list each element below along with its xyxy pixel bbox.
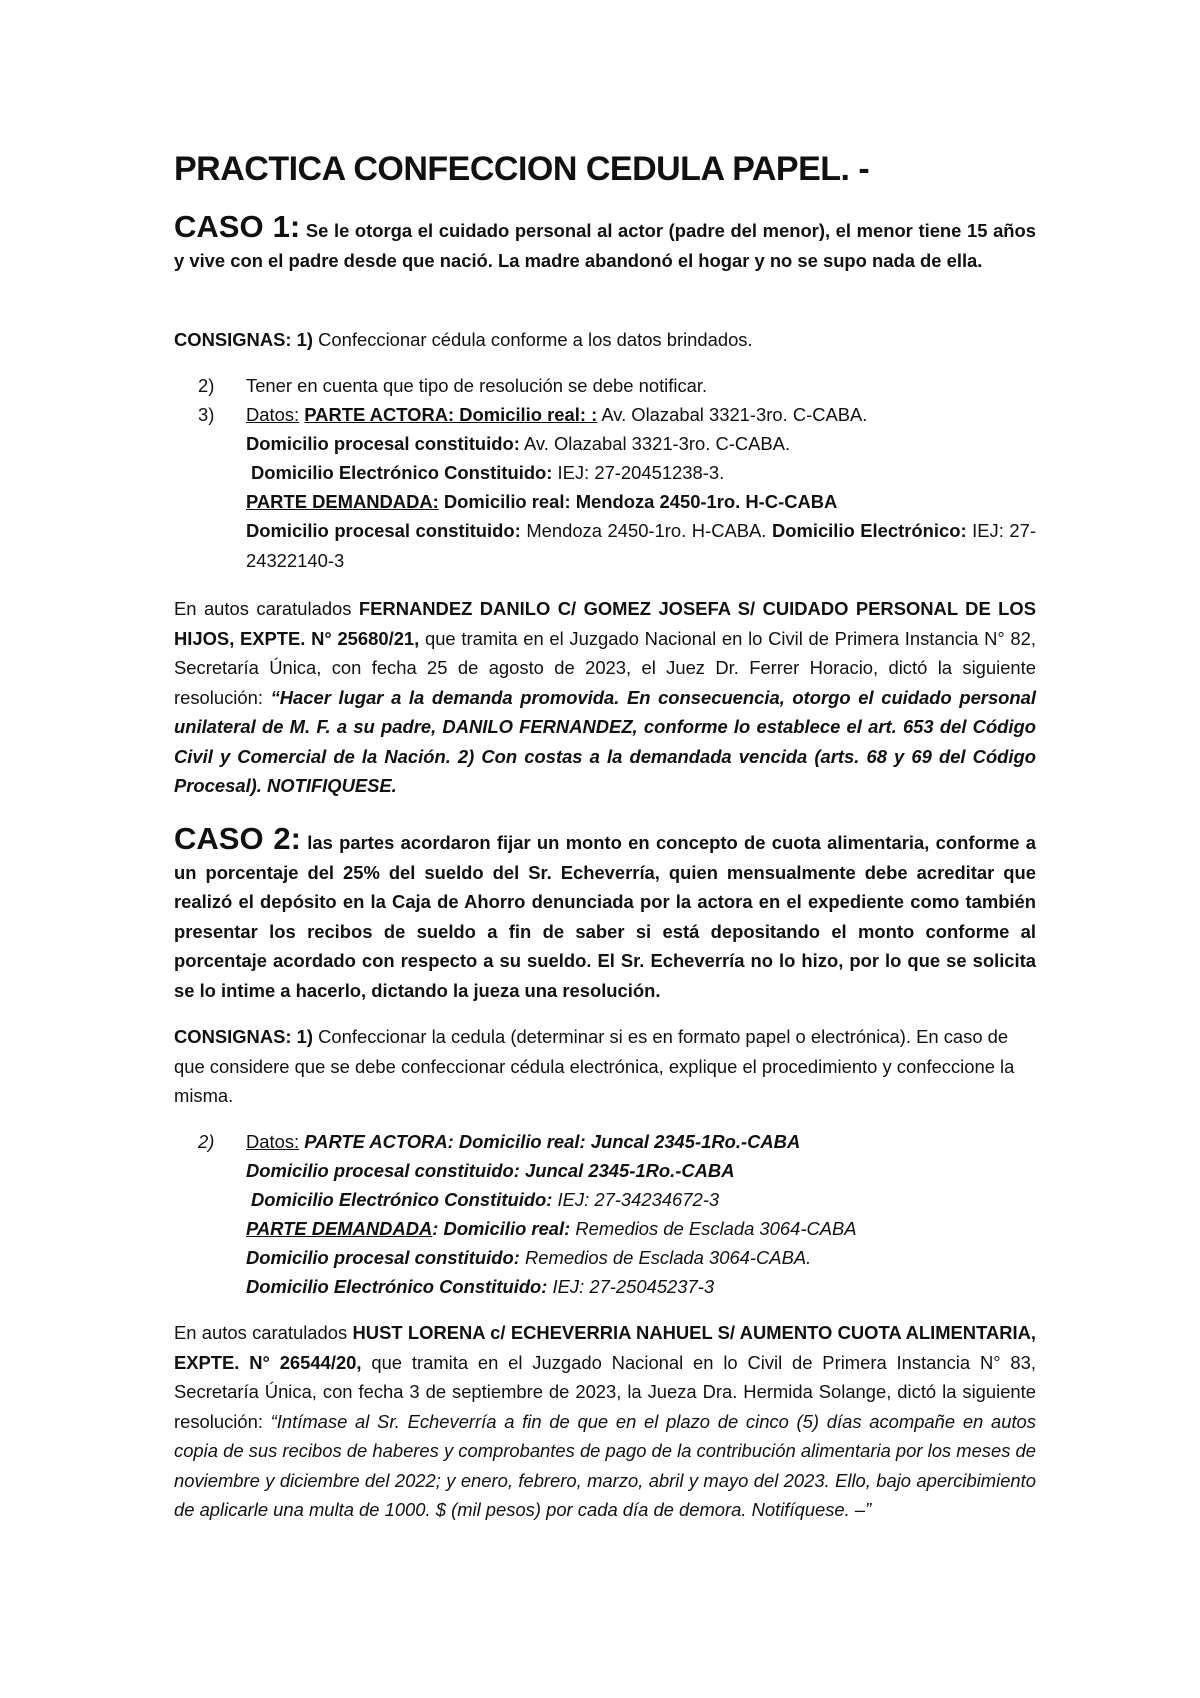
caso1-autos (174, 594, 1036, 801)
caso1-actora-procesal: Av. Olazabal 3321-3ro. C-CABA. (523, 433, 791, 454)
caso1-demandada-electronico-label: Domicilio Electrónico: (771, 520, 967, 541)
caso2-actora-procesal: Juncal 2345-1Ro.-CABA (524, 1160, 735, 1181)
caso1-autos-text: que tramita en el Juzgado Nacional en lo Civil de Primera Instancia N° 82, Secretaría Única, con fecha 25 de agosto de 2023, el Juez Dr. Ferrer Horacio, dictó la siguiente resolución: (174, 627, 1036, 708)
caso2-actora-electronico: IEJ: 27-34234672-3 (557, 1189, 720, 1210)
caso2-consigna-1-text: Confeccionar la cedula (determinar si es en formato papel o electrónica). En caso de que considere que se debe confeccionar cédula electrónica, explique el procedimiento y confeccione la misma. (174, 1026, 1015, 1106)
caso1-actora-label: PARTE ACTORA: Domicilio real: : (304, 404, 598, 425)
caso1-actora-procesal-line (246, 429, 790, 458)
caso1-demandada-label: PARTE DEMANDADA: (246, 491, 439, 512)
caso2-datos-actora (246, 1127, 800, 1156)
caso1-actora-electronico-label: Domicilio Electrónico Constituido: (251, 462, 553, 483)
caso1-consigna-2-num: 2) (198, 375, 215, 396)
document-title: PRACTICA CONFECCION CEDULA PAPEL. - (174, 150, 870, 188)
caso2-demandada-electronico-label: Domicilio Electrónico Constituido: (246, 1276, 548, 1297)
caso1-actora-electronico-line (251, 458, 724, 487)
caso2-description: las partes acordaron fijar un monto en concepto de cuota alimentaria, conforme a un porcentaje del 25% del sueldo del Sr. Echeverría, quien mensualmente debe acreditar que realizó el depósito en la Caja de Ahorro denunciada por la actora en el expediente como también presentar los recibos de sueldo a fin de saber si está depositando el monto conforme al porcentaje acordado con respecto a su sueldo. El Sr. Echeverría no lo hizo, por lo que se solicita se lo intime a hacerlo, dictando la jueza una resolución. (174, 832, 1036, 1001)
caso2-actora-procesal-label: Domicilio procesal constituido: (246, 1160, 520, 1181)
caso1-autos-intro: En autos caratulados (174, 598, 352, 619)
caso2-actora-procesal-line (246, 1156, 735, 1185)
caso1-consigna-1-num: 1) (296, 329, 313, 350)
caso2-consigna-1 (174, 1022, 1036, 1111)
caso2-demandada-procesal-label: Domicilio procesal constituido: (246, 1247, 520, 1268)
caso2-demandada-electronico-line (246, 1272, 714, 1301)
caso2-demandada-line (246, 1214, 857, 1243)
caso1-demandada-line (246, 487, 837, 516)
caso2-autos (174, 1318, 1036, 1525)
caso1-datos-actora-real (246, 400, 867, 429)
caso2-autos-intro: En autos caratulados (174, 1322, 348, 1343)
caso1-actora-real: Av. Olazabal 3321-3ro. C-CABA. (601, 404, 868, 425)
caso1-actora-electronico: IEJ: 27-20451238-3. (557, 462, 725, 483)
caso1-consignas-label: CONSIGNAS: (174, 329, 292, 350)
caso1-actora-procesal-label: Domicilio procesal constituido: (246, 433, 520, 454)
caso2-demandada-electronico: IEJ: 27-25045237-3 (552, 1276, 715, 1297)
caso2-demandada-procesal: Remedios de Esclada 3064-CABA. (524, 1247, 812, 1268)
caso2-demandada-real: Remedios de Esclada 3064-CABA (575, 1218, 857, 1239)
caso2-actora-electronico-label: Domicilio Electrónico Constituido: (251, 1189, 553, 1210)
caso1-consigna-2: Tener en cuenta que tipo de resolución se debe notificar. (246, 375, 708, 396)
caso2-demandada-procesal-line (246, 1243, 811, 1272)
caso1-datos-label: Datos: (246, 404, 300, 425)
caso2-datos-label: Datos: (246, 1131, 300, 1152)
caso1-heading: CASO 1: (174, 209, 301, 244)
caso2-actora-electronico-line (251, 1185, 719, 1214)
caso2-heading: CASO 2: (174, 821, 301, 856)
caso2-autos-text: que tramita en el Juzgado Nacional en lo Civil de Primera Instancia N° 83, Secretaría Única, con fecha 3 de septiembre de 2023, la Jueza Dra. Hermida Solange, dictó la siguiente resolución: (174, 1351, 1036, 1432)
caso1-autos-caratula: FERNANDEZ DANILO C/ GOMEZ JOSEFA S/ CUIDADO PERSONAL DE LOS HIJOS, EXPTE. N° 25680/21, (174, 598, 1036, 649)
caso1-demandada-iej: IEJ: 27-24322140-3 (246, 520, 1036, 571)
caso2-consignas-label: CONSIGNAS: (174, 1026, 292, 1047)
caso1-consigna-3-num: 3) (198, 404, 215, 425)
caso2-consigna-2-num: 2) (198, 1131, 215, 1152)
caso1-intro (174, 209, 1036, 275)
caso1-demandada-procesal-line (246, 516, 1036, 575)
caso2-demandada-colon: : (432, 1218, 439, 1239)
caso1-consigna-1 (174, 325, 1036, 355)
caso2-demandada-label: PARTE DEMANDADA (246, 1218, 433, 1239)
caso1-demandada-procesal-label: Domicilio procesal constituido: (246, 520, 521, 541)
caso2-intro (174, 821, 1036, 1005)
caso1-consigna-1-text: Confeccionar cédula conforme a los datos brindados. (318, 329, 753, 350)
caso2-actora-label: PARTE ACTORA: Domicilio real: Juncal 2345-1Ro.-CABA (304, 1131, 801, 1152)
caso1-demandada-real: Domicilio real: Mendoza 2450-1ro. H-C-CABA (443, 491, 838, 512)
caso1-description: Se le otorga el cuidado personal al actor (padre del menor), el menor tiene 15 años y vive con el padre desde que nació. La madre abandonó el hogar y no se supo nada de ella. (174, 220, 1036, 271)
caso1-demandada-procesal: Mendoza 2450-1ro. H-CABA. (526, 520, 767, 541)
caso2-demandada-real-label: Domicilio real: (443, 1218, 571, 1239)
caso1-resolucion: “Hacer lugar a la demanda promovida. En consecuencia, otorgo el cuidado personal unilateral de M. F. a su padre, DANILO FERNANDEZ, conforme lo establece el art. 653 del Código Civil y Comercial de la Nación. 2) Con costas a la demandada vencida (arts. 68 y 69 del Código Procesal). NOTIFIQUESE. (174, 686, 1036, 796)
caso2-resolucion: “Intímase al Sr. Echeverría a fin de que en el plazo de cinco (5) días acompañe en autos copia de sus recibos de haberes y comprobantes de pago de la contribución alimentaria por los meses de noviembre y diciembre del 2022; y enero, febrero, marzo, abril y mayo del 2023. Ello, bajo apercibimiento de aplicarle una multa de 1000. $ (mil pesos) por cada día de demora. Notifíquese. –” (174, 1410, 1036, 1520)
caso2-consigna-1-num: 1) (296, 1026, 313, 1047)
caso2-autos-caratula: HUST LORENA c/ ECHEVERRIA NAHUEL S/ AUMENTO CUOTA ALIMENTARIA, EXPTE. N° 26544/20, (174, 1322, 1037, 1373)
